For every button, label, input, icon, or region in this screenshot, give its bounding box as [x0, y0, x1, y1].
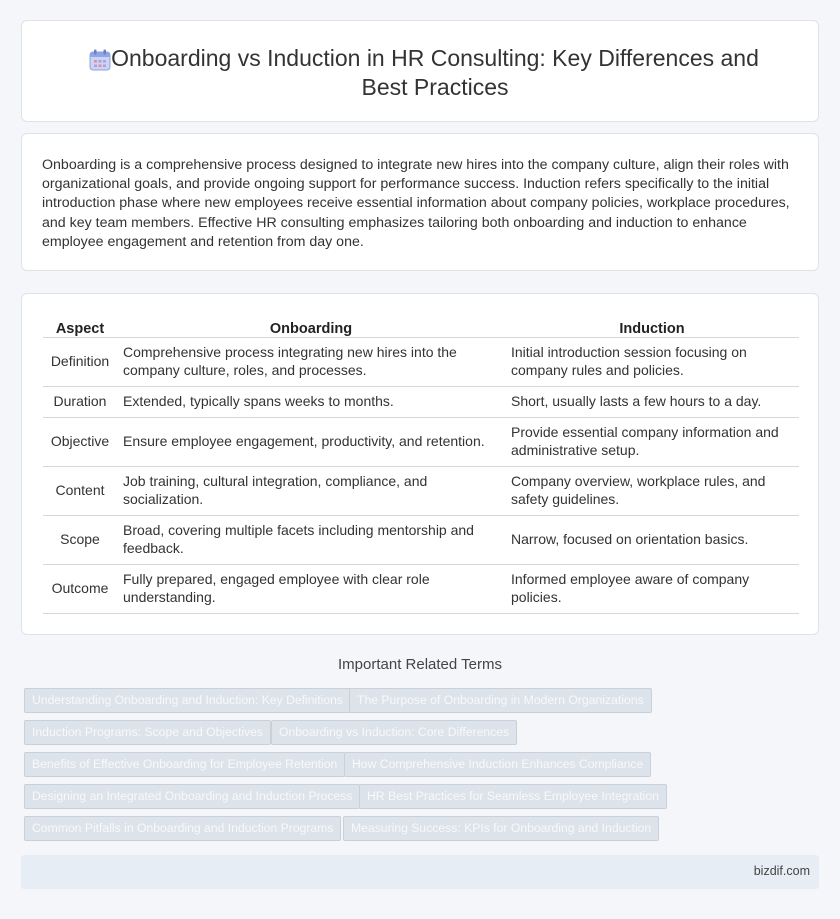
comparison-card [21, 293, 819, 635]
cell-aspect: Definition [43, 337, 117, 386]
table-header-row [43, 315, 799, 337]
related-term-link[interactable]: Induction Programs: Scope and Objectives [24, 720, 271, 745]
cell-aspect: Scope [43, 515, 117, 564]
cell-aspect: Duration [43, 386, 117, 417]
cell-onboarding: Extended, typically spans weeks to months. [117, 386, 505, 417]
footer [21, 855, 819, 889]
cell-onboarding: Fully prepared, engaged employee with clear role understanding. [117, 564, 505, 613]
header-onboarding: Onboarding [117, 315, 505, 337]
related-term-link[interactable]: Benefits of Effective Onboarding for Employee Retention [24, 752, 345, 777]
related-term-link[interactable]: HR Best Practices for Seamless Employee Integration [359, 784, 667, 809]
related-term-link[interactable]: Common Pitfalls in Onboarding and Induction Programs [24, 816, 341, 841]
page-title: Onboarding vs Induction in HR Consulting: Key Differences and Best Practices [111, 45, 759, 100]
table-row [43, 417, 799, 466]
related-term-link[interactable]: How Comprehensive Induction Enhances Compliance [344, 752, 651, 777]
cell-onboarding: Comprehensive process integrating new hires into the company culture, roles, and processes. [117, 337, 505, 386]
intro-paragraph: Onboarding is a comprehensive process designed to integrate new hires into the company culture, align their roles with organizational goals, and provide ongoing support for performance success. Induction refers specifically to the initial introduction phase where new employees receive essential information about company policies, workplace procedures, and key team members. Effective HR consulting emphasizes tailoring both onboarding and induction to enhance employee engagement and retention from day one. [42, 157, 790, 250]
related-term-link[interactable]: The Purpose of Onboarding in Modern Organizations [349, 688, 652, 713]
table-row [43, 564, 799, 613]
cell-aspect: Outcome [43, 564, 117, 613]
cell-onboarding: Job training, cultural integration, compliance, and socialization. [117, 466, 505, 515]
related-term-link[interactable]: Onboarding vs Induction: Core Differences [271, 720, 517, 745]
cell-induction: Narrow, focused on orientation basics. [505, 515, 799, 564]
related-term-link[interactable]: Designing an Integrated Onboarding and Induction Process [24, 784, 360, 809]
cell-onboarding: Ensure employee engagement, productivity, and retention. [117, 417, 505, 466]
cell-aspect: Content [43, 466, 117, 515]
cell-induction: Company overview, workplace rules, and safety guidelines. [505, 466, 799, 515]
comparison-table [43, 315, 799, 614]
cell-onboarding: Broad, covering multiple facets including mentorship and feedback. [117, 515, 505, 564]
related-terms-heading: Important Related Terms [338, 656, 502, 673]
cell-induction: Short, usually lasts a few hours to a day. [505, 386, 799, 417]
related-term-link[interactable]: Measuring Success: KPIs for Onboarding and Induction [343, 816, 659, 841]
cell-induction: Initial introduction session focusing on company rules and policies. [505, 337, 799, 386]
table-row [43, 386, 799, 417]
footer-site-name[interactable]: bizdif.com [753, 864, 810, 878]
table-row [43, 515, 799, 564]
header-induction: Induction [505, 315, 799, 337]
related-term-link[interactable]: Understanding Onboarding and Induction: Key Definitions [24, 688, 351, 713]
intro-card [21, 133, 819, 271]
cell-induction: Provide essential company information and administrative setup. [505, 417, 799, 466]
header-aspect: Aspect [43, 315, 117, 337]
header-card [21, 20, 819, 122]
cell-induction: Informed employee aware of company policies. [505, 564, 799, 613]
table-row [43, 337, 799, 386]
cell-aspect: Objective [43, 417, 117, 466]
table-row [43, 466, 799, 515]
